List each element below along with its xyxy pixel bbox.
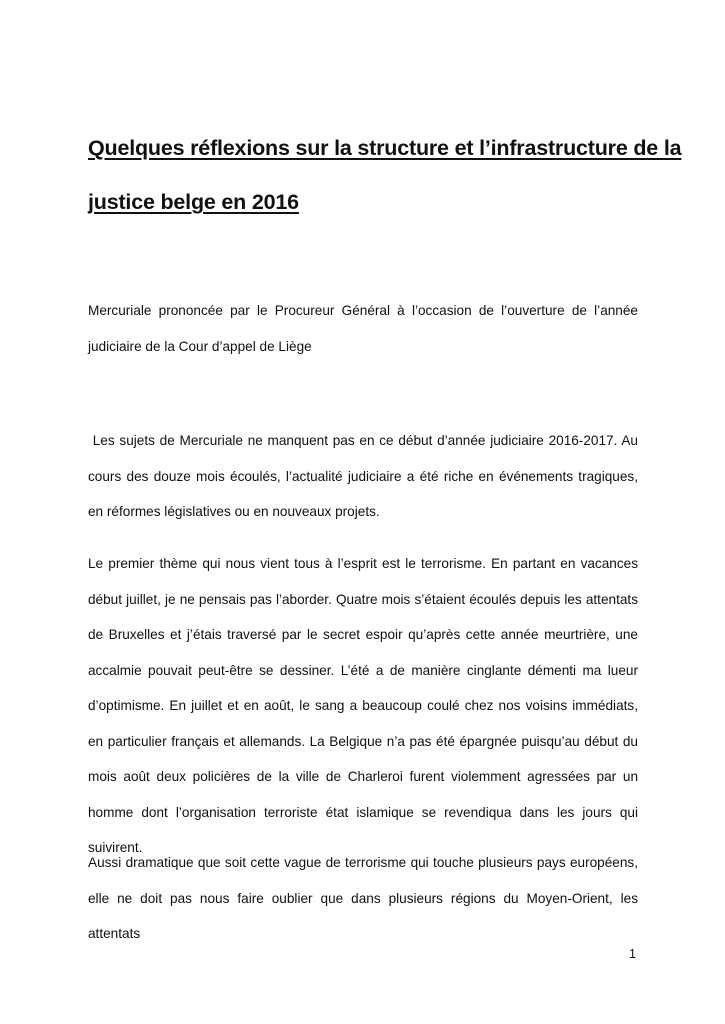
- page-number: 1: [629, 947, 636, 961]
- document-title-line-2: justice belge en 2016: [88, 190, 299, 214]
- paragraph-middle-east: Aussi dramatique que soit cette vague de terrorisme qui touche plusieurs pays européens, elle ne doit pas nous faire oublier que dans plusieurs régions du Moyen-Orient, les attentats: [88, 855, 638, 941]
- paragraph-terrorism: Le premier thème qui nous vient tous à l’esprit est le terrorisme. En partant en vacances début juillet, je ne pensais pas l’aborder. Quatre mois s’étaient écoulés depuis les attentats de Bruxelles et j’étais traversé par le secret espoir qu’après cette année meurtrière, une accalmie pouvait peut-être se dessiner. L’été a de manière cinglante démenti ma lueur d’optimisme. En juillet et en août, le sang a beaucoup coulé chez nos voisins immédiats, en particulier français et allemands. La Belgique n’a pas été épargnée puisqu’au début du mois août deux policières de la ville de Charleroi furent violemment agressées par un homme dont l’organisation terroriste état islamique se revendiqua dans les jours qui suivirent.: [88, 556, 638, 855]
- document-subtitle: Mercuriale prononcée par le Procureur Général à l’occasion de l’ouverture de l’année judiciaire de la Cour d’appel de Liège: [88, 303, 638, 354]
- paragraph-intro: Les sujets de Mercuriale ne manquent pas en ce début d’année judiciaire 2016-2017. Au cours des douze mois écoulés, l’actualité judiciaire a été riche en événements tragiques, en réformes législatives ou en nouveaux projets.: [88, 433, 642, 519]
- document-title-line-1: Quelques réflexions sur la structure et l’infrastructure de la: [88, 136, 682, 160]
